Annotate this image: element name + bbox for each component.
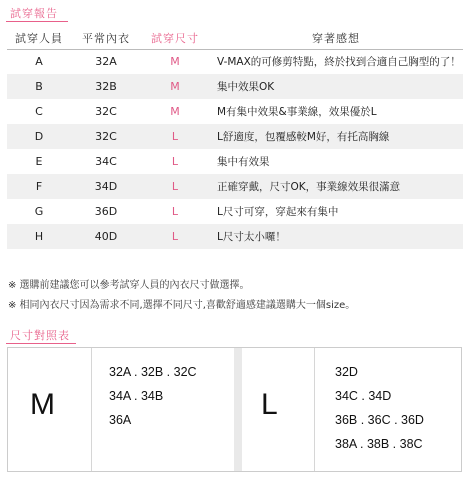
cell-person: A <box>35 55 43 69</box>
cell-size: M <box>170 55 180 69</box>
cell-person: C <box>35 105 43 118</box>
header-usual-size: 平常內衣 <box>71 27 141 49</box>
trial-report-table <box>7 27 463 249</box>
size-label-m: M <box>30 388 55 421</box>
cell-person: D <box>7 124 71 149</box>
table-row <box>7 224 463 249</box>
center-divider <box>234 348 242 471</box>
cell-feedback: L舒適度，包覆感較M好，有托高胸線 <box>209 124 463 149</box>
cell-person: G <box>34 205 44 218</box>
cell-feedback: L尺寸可穿，穿起來有集中 <box>217 206 339 218</box>
table-row <box>7 74 463 99</box>
m-size-line: 34A . 34B <box>109 389 164 403</box>
cell-person: H <box>7 224 71 249</box>
cell-feedback: M有集中效果&事業線，效果優於L <box>217 106 377 118</box>
cell-person: B <box>7 74 71 99</box>
l-size-line: 34C . 34D <box>335 389 392 403</box>
cell-size: L <box>171 155 179 168</box>
cell-usual: 32A <box>95 55 117 69</box>
trial-report-title-underline <box>6 21 68 22</box>
cell-usual: 36D <box>94 205 118 218</box>
header-person: 試穿人員 <box>7 27 71 49</box>
l-size-line: 32D <box>335 365 358 379</box>
cell-usual: 34D <box>71 174 141 199</box>
cell-feedback: 正確穿戴，尺寸OK，事業線效果很滿意 <box>209 174 463 199</box>
cell-feedback: V-MAX的可修剪特點，終於找到合適自己胸型的了！ <box>217 56 461 69</box>
size-chart-title: 尺寸對照表 <box>10 329 70 342</box>
cell-usual: 40D <box>71 224 141 249</box>
cell-size: L <box>171 205 179 218</box>
cell-usual: 32B <box>71 74 141 99</box>
cell-feedback: L尺寸太小囉！ <box>209 224 463 249</box>
cell-size: M <box>170 105 180 118</box>
table-row <box>7 99 463 124</box>
cell-usual: 34C <box>95 155 117 168</box>
m-divider-line <box>91 348 92 471</box>
table-row <box>7 124 463 149</box>
cell-person: E <box>35 155 43 168</box>
header-trial-size: 試穿尺寸 <box>141 27 209 49</box>
table-row <box>7 199 463 224</box>
cell-size: L <box>141 174 209 199</box>
cell-feedback: 集中有效果 <box>217 156 270 168</box>
cell-usual: 32C <box>71 124 141 149</box>
l-size-line: 36B . 36C . 36D <box>335 413 424 427</box>
header-feedback: 穿著感想 <box>209 27 463 49</box>
note-size-up-for-comfort: ※ 相同內衣尺寸因為需求不同,選擇不同尺寸,喜歡舒適感建議選購大一個size。 <box>8 300 356 311</box>
trial-report-title: 試穿報告 <box>10 7 58 20</box>
table-row <box>7 49 463 74</box>
size-chart-title-underline <box>6 343 76 344</box>
note-reference-trial-sizes: ※ 選購前建議您可以參考試穿人員的內衣尺寸做選擇。 <box>8 280 250 291</box>
table-row <box>7 149 463 174</box>
cell-size: L <box>141 124 209 149</box>
m-size-line: 32A . 32B . 32C <box>109 365 197 379</box>
table-header-row <box>7 27 463 49</box>
cell-size: M <box>141 74 209 99</box>
cell-person: F <box>7 174 71 199</box>
l-divider-line <box>314 348 315 471</box>
size-chart-box <box>7 347 462 472</box>
cell-usual: 32C <box>95 105 117 118</box>
l-size-line: 38A . 38B . 38C <box>335 437 423 451</box>
m-size-line: 36A <box>109 413 132 427</box>
cell-size: L <box>141 224 209 249</box>
size-label-l: L <box>261 388 278 421</box>
cell-feedback: 集中效果OK <box>209 74 463 99</box>
table-row <box>7 174 463 199</box>
